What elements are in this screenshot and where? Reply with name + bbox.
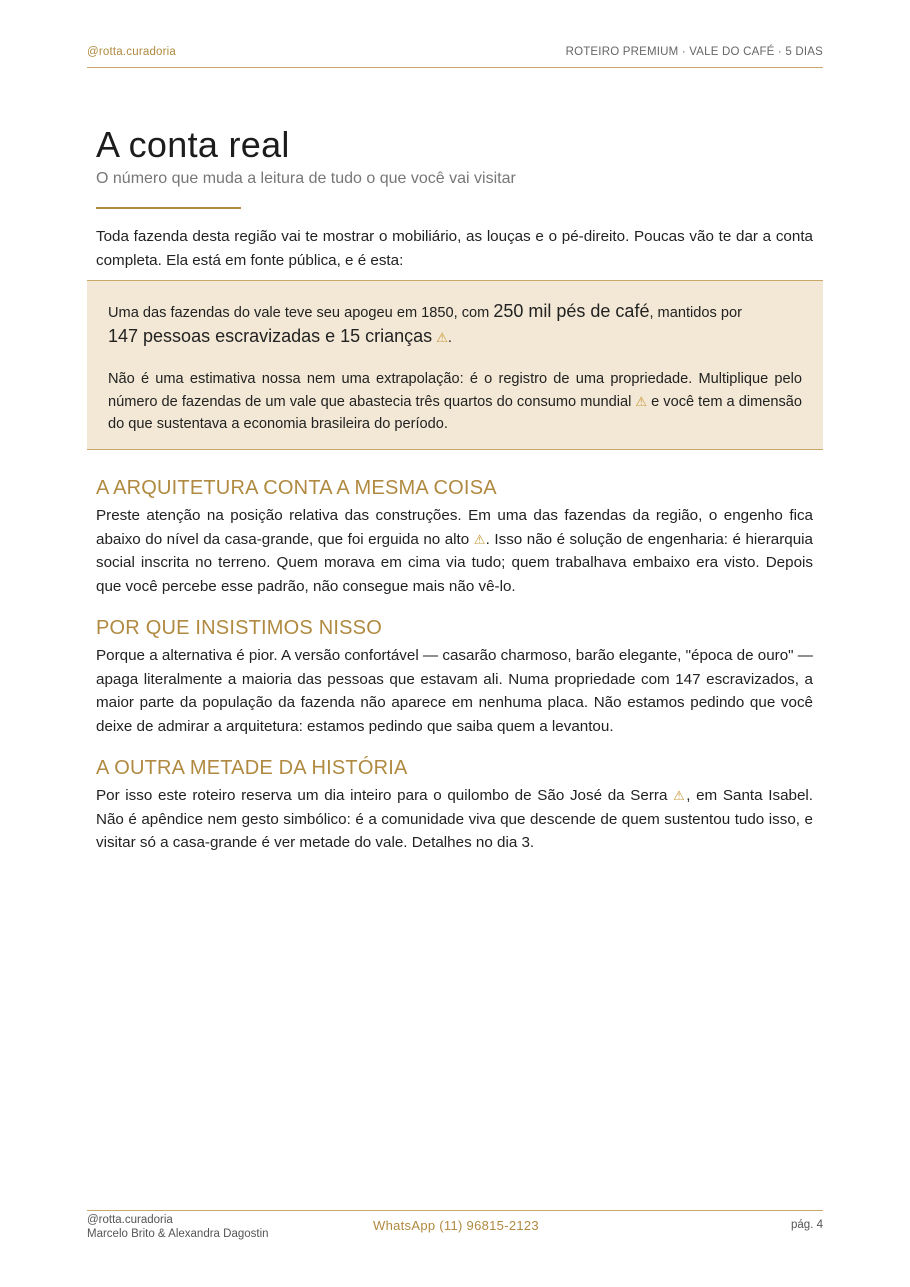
callout-highlight-coffee: 250 mil pés de café <box>493 301 650 321</box>
section-text-arquitetura <box>96 504 813 598</box>
footer-handle[interactable]: @rotta.curadoria <box>87 1214 173 1226</box>
section-text-insistimos: Porque a alternativa é pior. A versão confortável — casarão charmoso, barão elegante, "época de ouro" — apaga literalmente a maioria das pessoas que estavam ali. Numa propriedade com 147 escravizados, a maior parte da população da fazenda não aparece em nenhuma placa. Não estamos pedindo que você deixe de admirar a arquitetura: estamos pedindo que saiba quem a levantou. <box>96 647 813 735</box>
page-subtitle: O número que muda a leitura de tudo o que você vai visitar <box>96 170 516 187</box>
callout-text: e você tem a dimensão do que sustentava a economia brasileira do período. <box>108 393 803 432</box>
footer-whatsapp-link[interactable]: WhatsApp (11) 96815-2123 <box>373 1218 539 1233</box>
section-text: Preste atenção na posição relativa das construções. Em uma das fazendas da região, o engenho fica abaixo do nível da casa-grande, que foi erguida no alto <box>96 507 813 548</box>
highlight-callout <box>87 280 823 450</box>
callout-text: Não é uma estimativa nossa nem uma extrapolação: é o registro de uma propriedade. Multiplique pelo número de fazendas de um vale que abastecia três quartos do consumo mundial <box>108 371 802 410</box>
section-text: Por isso este roteiro reserva um dia inteiro para o quilombo de São José da Serra <box>96 787 668 804</box>
callout-text: , mantidos por <box>649 305 742 321</box>
section-heading-arquitetura: A ARQUITETURA CONTA A MESMA COISA <box>96 477 497 499</box>
callout-statement <box>108 300 802 350</box>
warning-icon[interactable]: ⚠ <box>635 393 648 409</box>
page-title: A conta real <box>96 124 290 165</box>
footer-authors: Marcelo Brito & Alexandra Dagostin <box>87 1228 269 1240</box>
title-underline <box>96 207 241 209</box>
section-heading-outra-metade: A OUTRA METADE DA HISTÓRIA <box>96 757 408 779</box>
section-text-outra-metade <box>96 784 813 855</box>
section-text: , em Santa Isabel. Não é apêndice nem gesto simbólico: é a comunidade viva que descende de quem sustentou tudo isso, e visitar só a casa-grande é ver metade do vale. Detalhes no dia 3. <box>96 787 813 851</box>
warning-icon[interactable]: ⚠ <box>673 788 687 803</box>
header-handle[interactable]: @rotta.curadoria <box>87 46 177 58</box>
warning-icon[interactable]: ⚠ <box>473 531 486 547</box>
callout-highlight-people: 147 pessoas escravizadas e 15 crianças <box>108 326 433 346</box>
page-number: pág. 4 <box>791 1219 823 1231</box>
page-header <box>87 44 823 68</box>
header-doc-label: ROTEIRO PREMIUM · VALE DO CAFÉ · 5 DIAS <box>565 46 823 58</box>
callout-text: Uma das fazendas do vale teve seu apogeu em 1850, com <box>108 305 494 321</box>
callout-text: . <box>447 330 452 346</box>
callout-explanation <box>108 368 802 436</box>
intro-paragraph: Toda fazenda desta região vai te mostrar o mobiliário, as louças e o pé-direito. Poucas vão te dar a conta completa. Ela está em fonte pública, e é esta: <box>96 228 813 269</box>
warning-icon[interactable]: ⚠ <box>436 330 448 345</box>
page-footer <box>87 1210 823 1243</box>
section-text: . Isso não é solução de engenharia: é hierarquia social inscrita no terreno. Quem morava em cima via tudo; quem trabalhava embaixo era visto. Depois que você percebe esse padrão, não consegue mais não vê-lo. <box>96 530 813 595</box>
section-heading-insistimos: POR QUE INSISTIMOS NISSO <box>96 617 382 639</box>
